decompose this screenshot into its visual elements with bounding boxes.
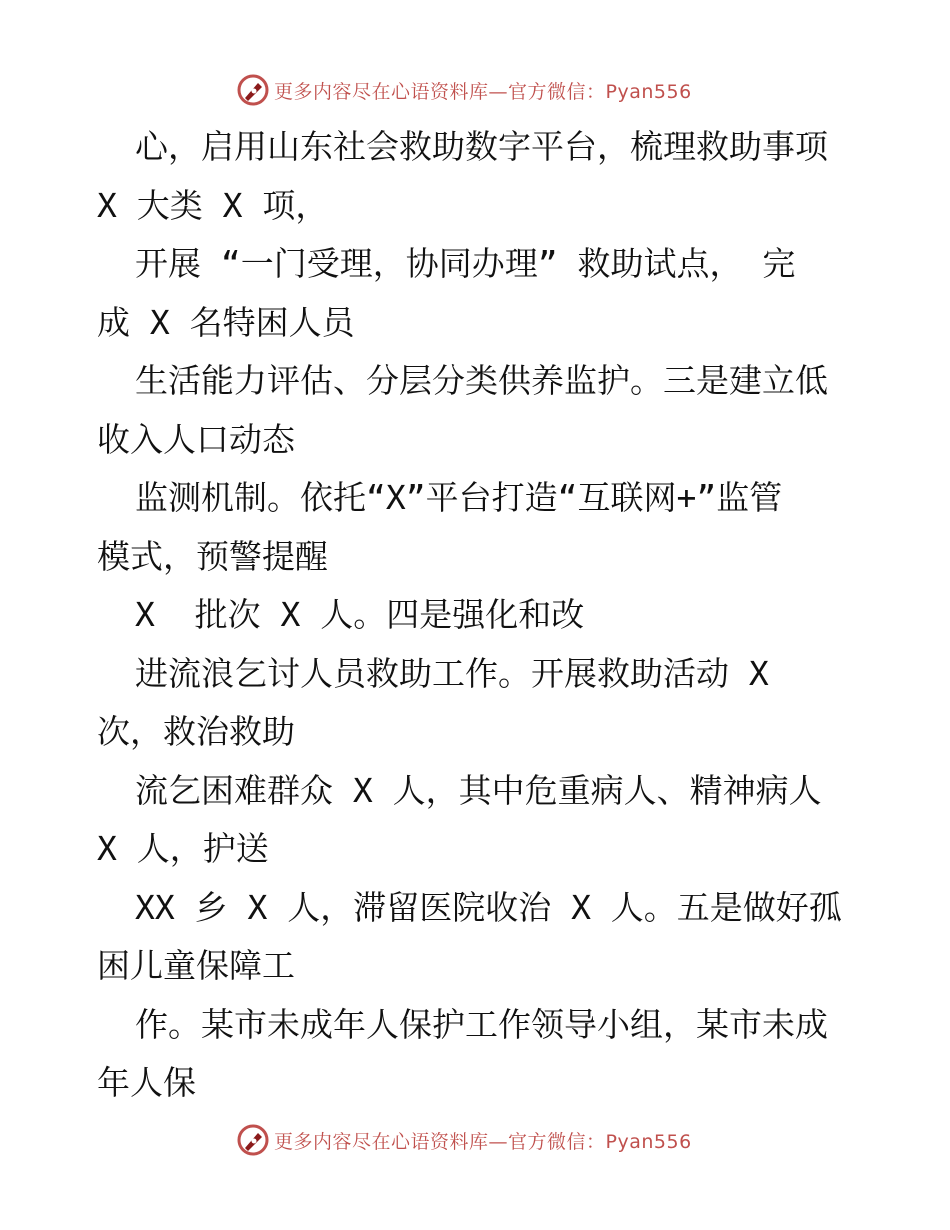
- paragraph-line: 年人保: [97, 1063, 196, 1102]
- paragraph-line: 作。某市未成年人保护工作领导小组，某市未成: [135, 1004, 828, 1044]
- paragraph-line: XX 乡 X 人，滞留医院收治 X 人。五是做好孤: [135, 887, 842, 927]
- paragraph-line: 模式，预警提醒: [97, 536, 328, 576]
- watermark-label: 更多内容尽在心语资料库—官方微信：: [274, 80, 606, 103]
- paragraph-line: X 大类 X 项，: [97, 185, 329, 225]
- watermark-text: [274, 77, 692, 104]
- body-text: [97, 118, 857, 1113]
- paragraph-line: 收入人口动态: [97, 419, 295, 459]
- watermark-handle: Pyan556: [605, 80, 692, 103]
- paragraph-line: 困儿童保障工: [97, 946, 295, 985]
- pen-nib-logo-icon: [236, 1123, 270, 1157]
- paragraph-line: 次，救治救助: [97, 712, 295, 751]
- watermark-label: 更多内容尽在心语资料库—官方微信：: [274, 1130, 606, 1153]
- paragraph-line: X 人，护送: [97, 829, 269, 868]
- header-watermark: [236, 72, 716, 108]
- watermark-text: [274, 1127, 692, 1154]
- paragraph-line: 心，启用山东社会救助数字平台，梳理救助事项: [135, 127, 828, 166]
- paragraph-line: 生活能力评估、分层分类供养监护。三是建立低: [135, 361, 828, 400]
- paragraph-line: 流乞困难群众 X 人，其中危重病人、精神病人: [135, 770, 822, 810]
- paragraph-line: 成 X 名特困人员: [97, 302, 355, 342]
- pen-nib-logo-icon: [236, 73, 270, 107]
- watermark-handle: Pyan556: [605, 1130, 692, 1153]
- paragraph-line: 进流浪乞讨人员救助工作。开展救助活动 X: [135, 653, 769, 693]
- paragraph-line: 监测机制。依托“X”平台打造“互联网+”监管: [135, 478, 783, 517]
- paragraph-line: X 批次 X 人。四是强化和改: [135, 595, 585, 634]
- paragraph-line: 开展 “一门受理，协同办理” 救助试点， 完: [135, 244, 796, 283]
- footer-watermark: [236, 1122, 716, 1158]
